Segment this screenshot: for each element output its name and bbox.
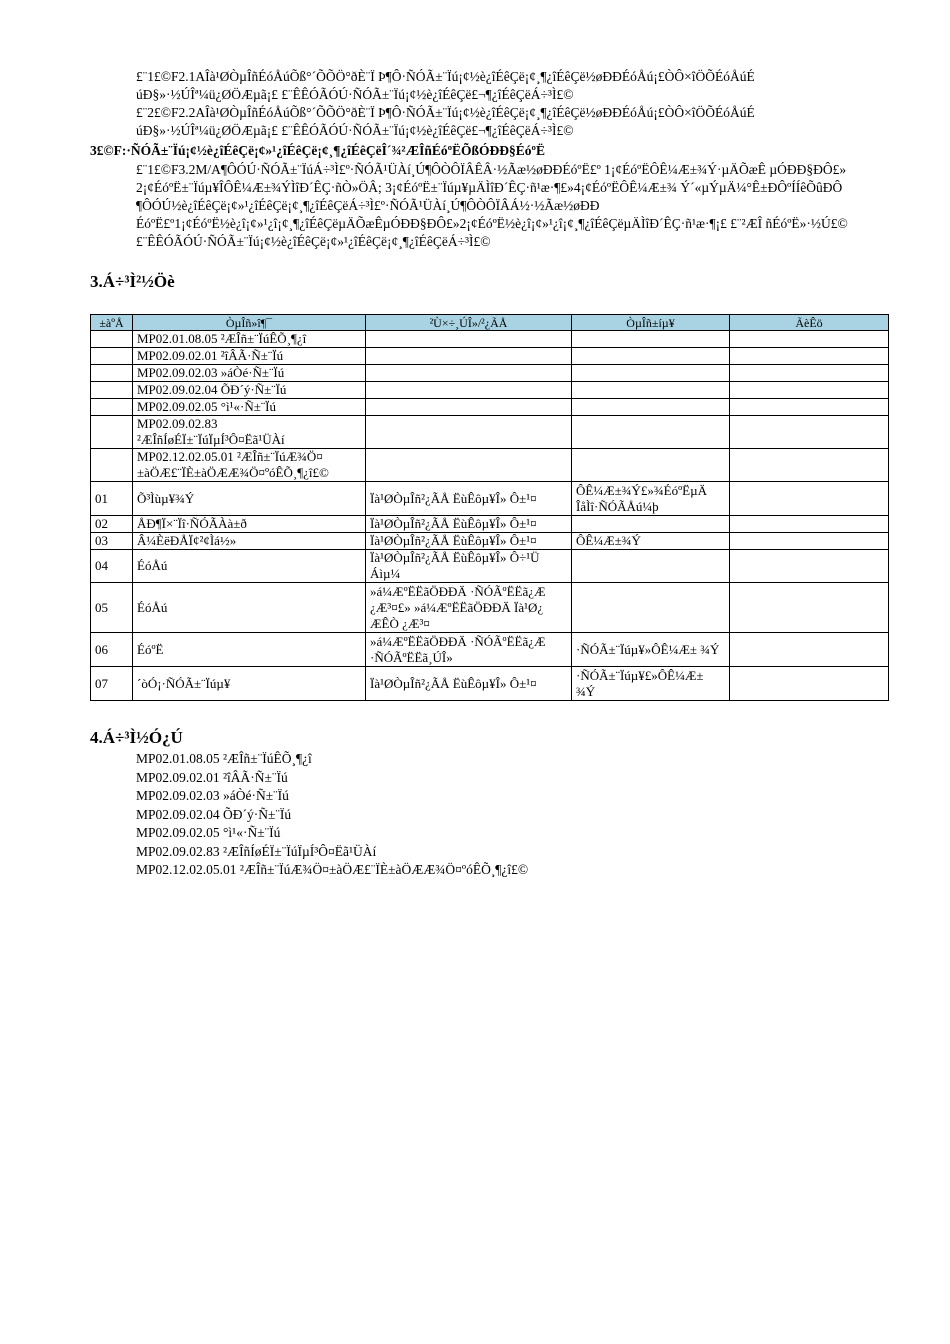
paragraph-f3-2: £¨1£©F3.2M/A¶ÔÓÚ·ÑÓÃ±¨ÏúÁ÷³Ì£º·ÑÓÃ¹ÜÀí¸Ú¶ÔÒÔÏÂÊÂ·½Ãæ½øÐÐÉóºË£º 1¡¢ÉóºËÔÊ¼Æ±¾Ý·µÄÕæÊ µÓÐÐ§ÐÔ£» 2¡¢ÉóºË±¨Ïúµ¥ÎÔÊ¼Æ±¾ÝÌîÐ´ÊÇ·ñÒ»ÖÂ; 3¡¢ÉóºË±¨Ïúµ¥µÄÌîÐ´ÊÇ·ñ¹æ·¶£»4¡¢ÉóºËÔÊ¼Æ±¾ Ý´«µÝµÄ¼°Ê±ÐÔºÍÍêÕûÐÔ ¶ÔÓÚ½è¿îÉêÇë¡¢»¹¿îÉêÇë¡¢¸¶¿îÉêÇëÁ÷³Ì£º·ÑÓÃ¹ÜÀí¸Ú¶ÔÒÔÏÂÁ½·½Ãæ½øÐÐ ÉóºË£º1¡¢ÉóºË½è¿î¡¢»¹¿î¡¢¸¶¿îÉêÇëµÄÕæÊµÓÐÐ§ÐÔ£»2¡¢ÉóºË½è¿î¡¢»¹¿î¡¢¸¶¿îÉêÇëµÄÌîÐ´ÊÇ·ñ¹æ·¶¡£ £¨²ÆÎ ñÉóºË»·½Ú£© £¨ÊÊÓÃÓÚ·ÑÓÃ±¨Ïú¡¢½è¿îÉêÇë¡¢»¹¿îÉêÇë¡¢¸¶¿îÉêÇëÁ÷³Ì£© — [136, 162, 852, 249]
cell-number: 04 — [91, 550, 133, 583]
header-activity: ÒµÎñ»î¶¯ — [133, 315, 366, 331]
table-row — [91, 583, 889, 633]
cell-number: 03 — [91, 533, 133, 550]
cell-activity: Â¼ÈëÐÅÏ¢²¢Ìá½» — [133, 533, 366, 550]
cell-form — [572, 583, 730, 633]
table-row — [91, 516, 889, 533]
paragraph-f2-1: £¨1£©F2.1AÎà¹ØÒµÎñÉóÅúÕß°´ÕÕÖ°ðÈ¨Ï Þ¶Ô·ÑÓÃ±¨Ïú¡¢½è¿îÉêÇë¡¢¸¶¿îÉêÇë½øÐÐÉóÅú¡£ÒÔ×îÖÕÉóÅúÉ úÐ§»·½ÚÎª¼ü¿ØÖÆµã¡£ £¨ÊÊÓÃÓÚ·ÑÓÃ±¨Ïú¡¢½è¿îÉêÇë£¬¶¿îÉêÇëÁ÷³Ì£© — [136, 69, 759, 102]
cell-description — [730, 365, 889, 382]
table-row — [91, 416, 889, 449]
list-item: MP02.09.02.01 ²îÂÃ·Ñ±¨Ïú — [136, 769, 288, 785]
cell-form — [572, 399, 730, 416]
cell-role — [366, 331, 572, 348]
cell-description — [730, 550, 889, 583]
paragraph-f3-heading: 3£©F:·ÑÓÃ±¨Ïú¡¢½è¿îÉêÇë¡¢»¹¿îÉêÇë¡¢¸¶¿îÉêÇëÎ´¾²ÆÎñÉóºËÕßÓÐÐ§ÉóºË — [90, 143, 546, 158]
cell-activity: ÉóºË — [133, 633, 366, 667]
cell-form — [572, 416, 730, 449]
cell-form — [572, 516, 730, 533]
cell-number — [91, 382, 133, 399]
table-row — [91, 667, 889, 701]
header-role: ²Ù×÷¸ÚÎ»/²¿ÃÅ — [366, 315, 572, 331]
cell-description — [730, 533, 889, 550]
cell-form: ÔÊ¼Æ±¾Ý — [572, 533, 730, 550]
section-4-heading: 4.Á÷³Ì½Ó¿Ú — [90, 728, 183, 747]
cell-role — [366, 365, 572, 382]
cell-description — [730, 633, 889, 667]
cell-number — [91, 348, 133, 365]
cell-activity: MP02.09.02.83 ²ÆÎñÍøÉÏ±¨ÏúÏµÍ³Ô¤Ëã¹ÜÀí — [133, 416, 366, 449]
cell-form — [572, 382, 730, 399]
cell-description — [730, 348, 889, 365]
table-row — [91, 348, 889, 365]
cell-activity: Õ³Ìùµ¥¾Ý — [133, 482, 366, 516]
cell-role: Ïà¹ØÒµÎñ²¿ÃÅ ËùÊôµ¥Î» Ô±¹¤ — [366, 482, 572, 516]
cell-activity: ÉóÅú — [133, 583, 366, 633]
cell-activity: MP02.12.02.05.01 ²ÆÎñ±¨ÏúÆ¾Ö¤±àÖÆ£¨ÏÈ±àÖÆÆ¾Ö¤ºóÊÕ¸¶¿î£© — [133, 449, 366, 482]
cell-description — [730, 583, 889, 633]
table-row — [91, 399, 889, 416]
cell-number — [91, 365, 133, 382]
cell-form — [572, 331, 730, 348]
cell-form — [572, 449, 730, 482]
cell-description — [730, 516, 889, 533]
cell-form — [572, 365, 730, 382]
cell-number — [91, 331, 133, 348]
interface-list — [136, 750, 528, 880]
cell-number: 05 — [91, 583, 133, 633]
cell-description — [730, 399, 889, 416]
cell-number — [91, 416, 133, 449]
cell-form: ÔÊ¼Æ±¾Ý£»¾ÉóºËµÄ ÎåÌî·ÑÓÃÅú¼þ — [572, 482, 730, 516]
cell-role: Ïà¹ØÒµÎñ²¿ÃÅ ËùÊôµ¥Î» Ô±¹¤ — [366, 667, 572, 701]
cell-role: Ïà¹ØÒµÎñ²¿ÃÅ ËùÊôµ¥Î» Ô±¹¤ — [366, 533, 572, 550]
cell-role — [366, 416, 572, 449]
cell-role: »á¼ÆºËËãÖÐÐÄ ·ÑÓÃºËËã¿Æ ·ÑÓÃºËËã¸ÚÎ» — [366, 633, 572, 667]
cell-activity: MP02.09.02.04 ÕÐ´ý·Ñ±¨Ïú — [133, 382, 366, 399]
list-item: MP02.09.02.04 ÕÐ´ý·Ñ±¨Ïú — [136, 806, 292, 822]
table-row — [91, 382, 889, 399]
header-description: ÃèÊö — [730, 315, 889, 331]
table-header-row — [91, 315, 889, 331]
cell-number: 07 — [91, 667, 133, 701]
table-row — [91, 331, 889, 348]
cell-activity: MP02.09.02.05 °ì¹«·Ñ±¨Ïú — [133, 399, 366, 416]
cell-activity: MP02.09.02.01 ²îÂÃ·Ñ±¨Ïú — [133, 348, 366, 365]
cell-description — [730, 416, 889, 449]
cell-form: ·ÑÓÃ±¨Ïúµ¥£»ÔÊ¼Æ± ¾Ý — [572, 667, 730, 701]
table-row — [91, 550, 889, 583]
cell-role — [366, 449, 572, 482]
cell-role — [366, 399, 572, 416]
cell-number: 01 — [91, 482, 133, 516]
cell-number — [91, 399, 133, 416]
cell-description — [730, 331, 889, 348]
table-row — [91, 449, 889, 482]
section-3-heading: 3.Á÷³Ì²½Öè — [90, 272, 175, 291]
process-steps-table — [90, 314, 889, 701]
cell-activity: MP02.09.02.03 »áÒé·Ñ±¨Ïú — [133, 365, 366, 382]
cell-form: ·ÑÓÃ±¨Ïúµ¥»ÔÊ¼Æ± ¾Ý — [572, 633, 730, 667]
cell-role: Ïà¹ØÒµÎñ²¿ÃÅ ËùÊôµ¥Î» Ô÷¹Ü Áìµ¼ — [366, 550, 572, 583]
list-item: MP02.09.02.05 °ì¹«·Ñ±¨Ïú — [136, 825, 281, 840]
cell-role — [366, 348, 572, 365]
cell-number: 02 — [91, 516, 133, 533]
table-row — [91, 365, 889, 382]
cell-form — [572, 348, 730, 365]
paragraph-f2-2: £¨2£©F2.2AÎà¹ØÒµÎñÉóÅúÕß°´ÕÕÖ°ðÈ¨Ï Þ¶Ô·ÑÓÃ±¨Ïú¡¢½è¿îÉêÇë¡¢¸¶¿îÉêÇë½øÐÐÉóÅú¡£ÒÔ×îÖÕÉóÅúÉ úÐ§»·½ÚÎª¼ü¿ØÖÆµã¡£ £¨ÊÊÓÃÓÚ·ÑÓÃ±¨Ïú¡¢½è¿îÉêÇë£¬¶¿îÉêÇëÁ÷³Ì£© — [136, 105, 759, 138]
cell-activity: ´òÓ¡·ÑÓÃ±¨Ïúµ¥ — [133, 667, 366, 701]
cell-activity: ÉóÅú — [133, 550, 366, 583]
list-item: MP02.12.02.05.01 ²ÆÎñ±¨ÏúÆ¾Ö¤±àÖÆ£¨ÏÈ±àÖÆÆ¾Ö¤ºóÊÕ¸¶¿î£© — [136, 862, 529, 877]
cell-role: Ïà¹ØÒµÎñ²¿ÃÅ ËùÊôµ¥Î» Ô±¹¤ — [366, 516, 572, 533]
table-row — [91, 482, 889, 516]
cell-role: »á¼ÆºËËãÖÐÐÄ ·ÑÓÃºËËã¿Æ ¿Æ³¤£» »á¼ÆºËËãÖÐÐÄ Ïà¹Ø¿ ÆÊÒ ¿Æ³¤ — [366, 583, 572, 633]
cell-activity: MP02.01.08.05 ²ÆÎñ±¨ÏúÊÕ¸¶¿î — [133, 331, 366, 348]
cell-form — [572, 550, 730, 583]
cell-description — [730, 482, 889, 516]
cell-description — [730, 449, 889, 482]
cell-number — [91, 449, 133, 482]
cell-description — [730, 667, 889, 701]
list-item: MP02.01.08.05 ²ÆÎñ±¨ÏúÊÕ¸¶¿î — [136, 751, 312, 766]
header-number: ±àºÅ — [91, 315, 133, 331]
table-row — [91, 633, 889, 667]
cell-activity: ÅÐ¶Ï×¨Ïî·ÑÓÃÀà±ð — [133, 516, 366, 533]
list-item: MP02.09.02.03 »áÒé·Ñ±¨Ïú — [136, 788, 289, 803]
list-item: MP02.09.02.83 ²ÆÎñÍøÉÏ±¨ÏúÏµÍ³Ô¤Ëã¹ÜÀí — [136, 843, 377, 859]
table-row — [91, 533, 889, 550]
cell-role — [366, 382, 572, 399]
header-form: ÒµÎñ±íµ¥ — [572, 315, 730, 331]
cell-number: 06 — [91, 633, 133, 667]
cell-description — [730, 382, 889, 399]
